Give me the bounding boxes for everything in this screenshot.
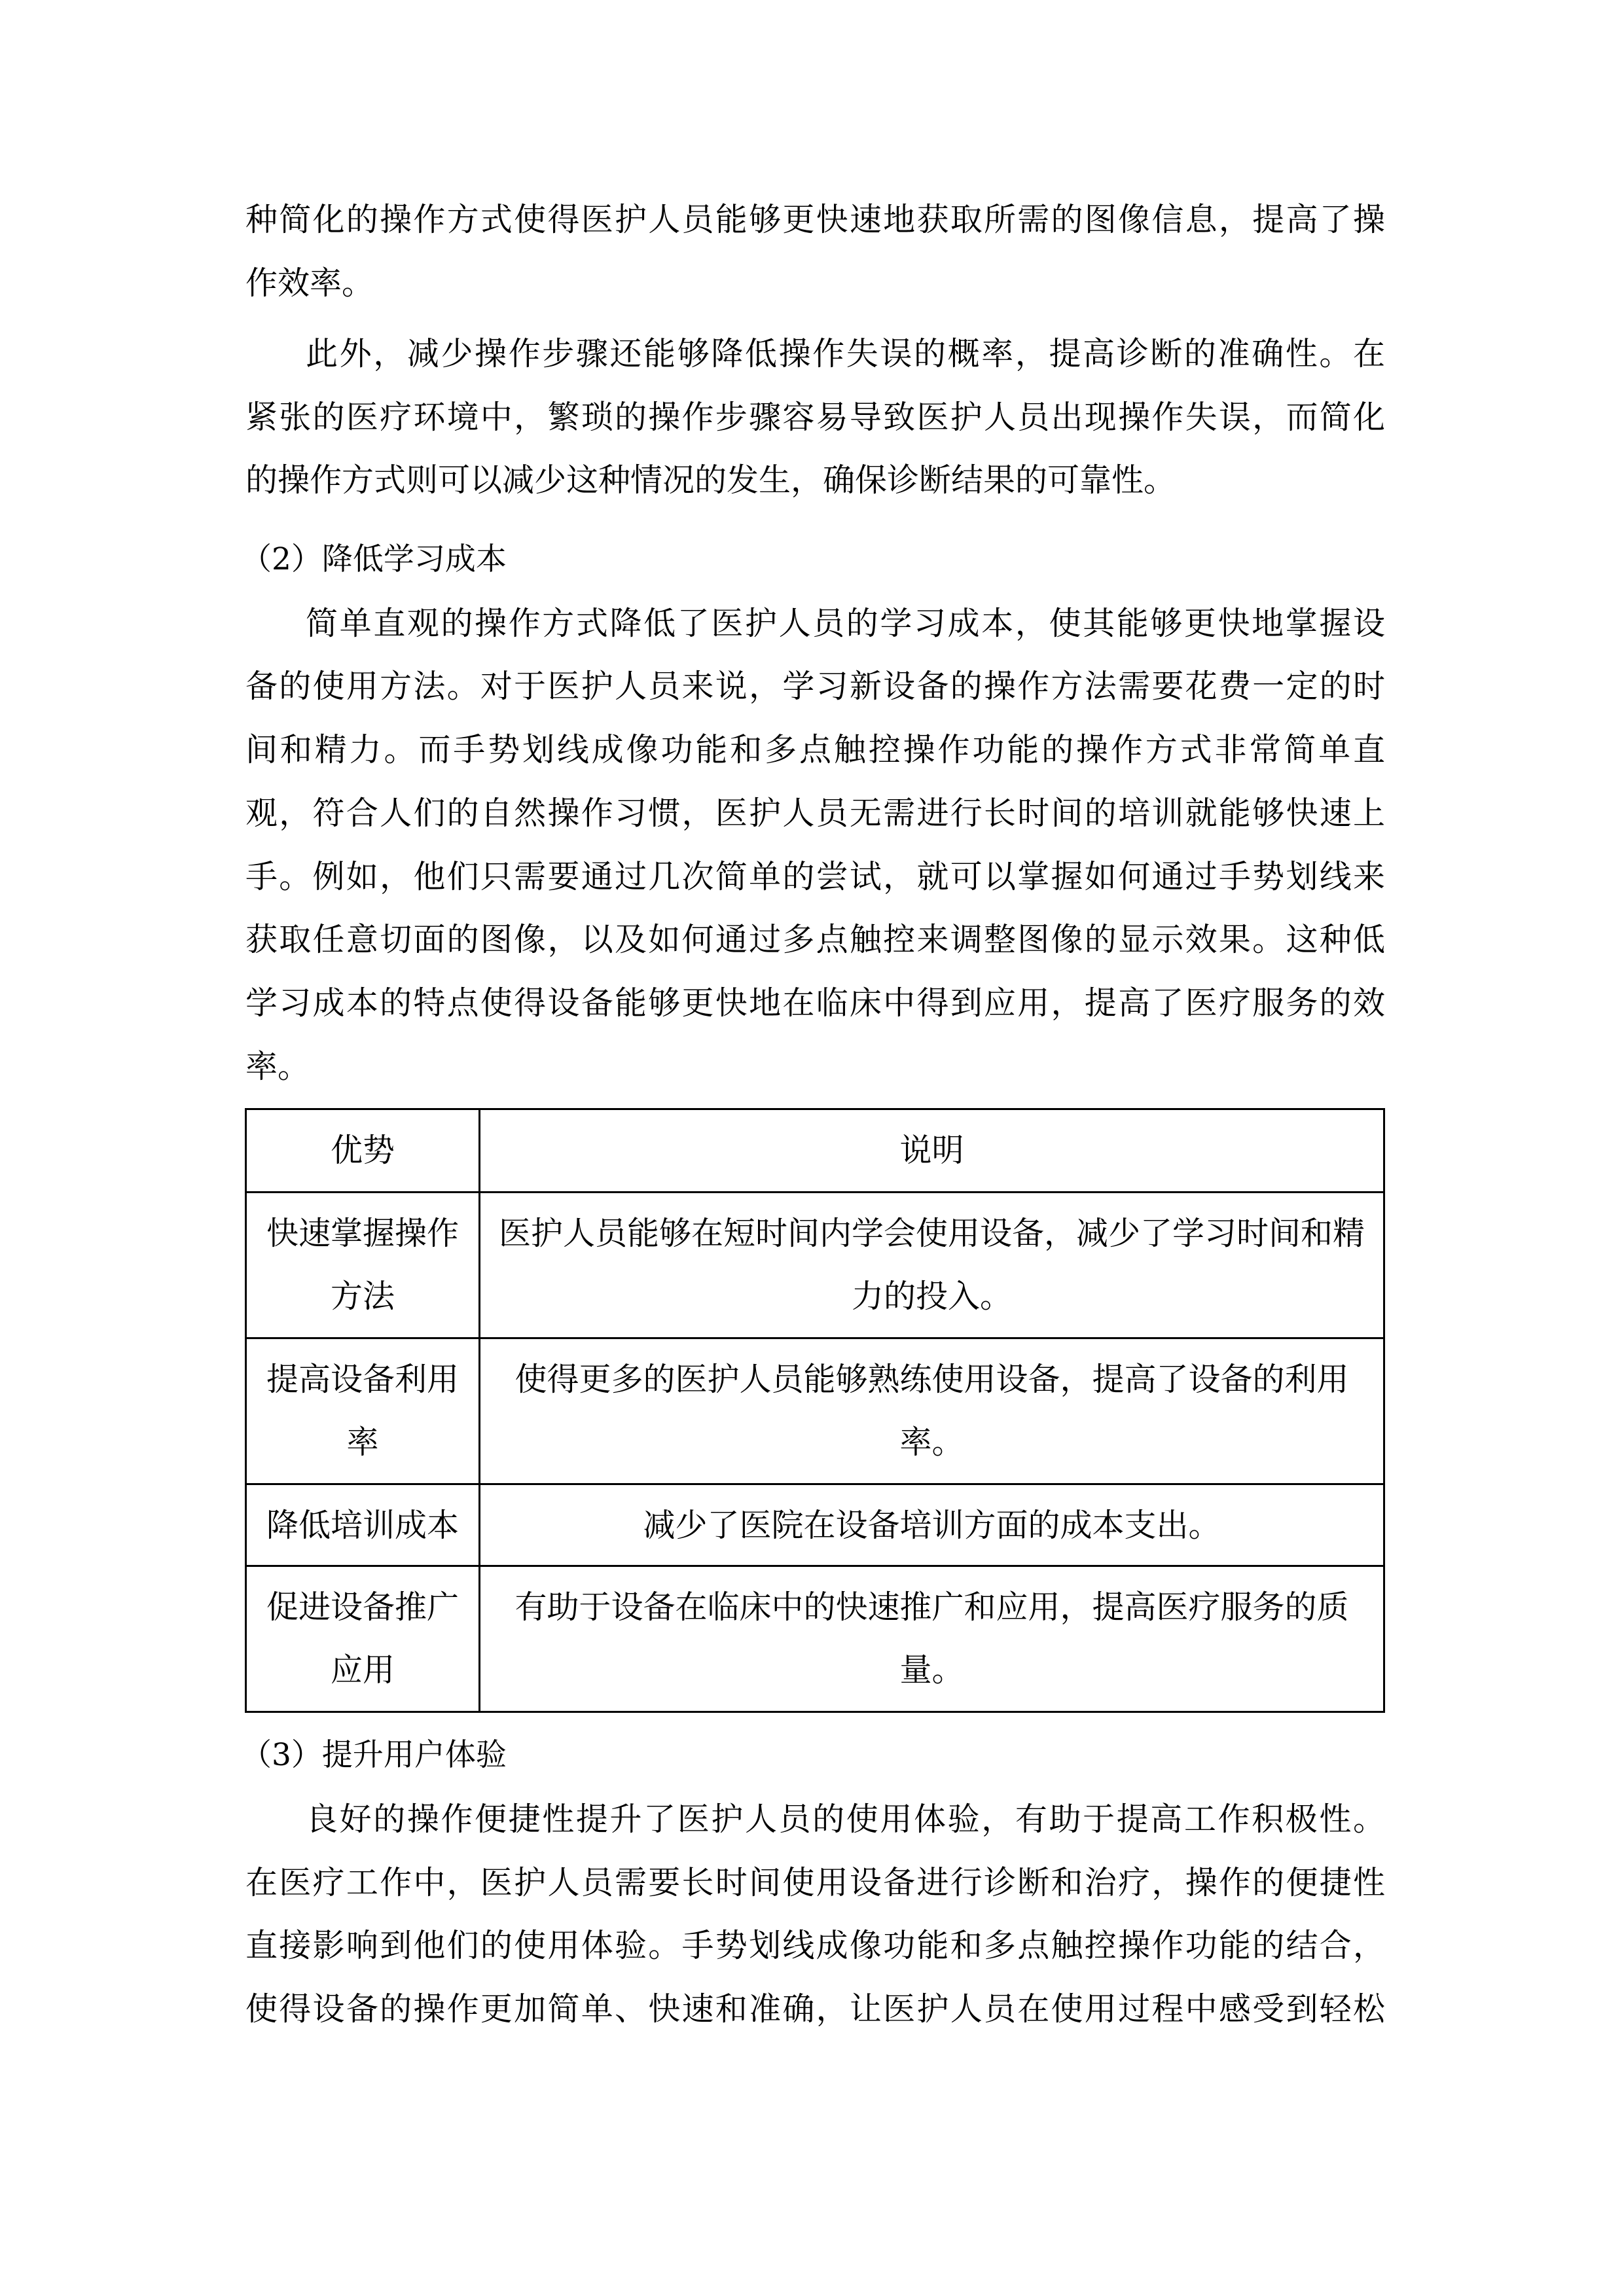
section-3-line-4: 使得设备的操作更加简单、快速和准确，让医护人员在使用过程中感受到轻松: [245, 1990, 1385, 2028]
table-row: [246, 1484, 1384, 1566]
advantage-text: 提高设备利用: [266, 1361, 459, 1398]
section-2-line-2: 备的使用方法。对于医护人员来说，学习新设备的操作方法需要花费一定的时: [245, 668, 1385, 705]
description-text: 使得更多的医护人员能够熟练使用设备，提高了设备的利用: [514, 1361, 1349, 1398]
description-text: 量。: [899, 1651, 964, 1689]
table-row: [246, 1193, 1384, 1338]
table-row: [246, 1566, 1384, 1712]
paragraph-2-line-1: 此外，减少操作步骤还能够降低操作失误的概率，提高诊断的准确性。在: [306, 335, 1385, 372]
paragraph-2-line-2: 紧张的医疗环境中，繁琐的操作步骤容易导致医护人员出现操作失误，而简化: [245, 399, 1385, 436]
section-3-line-3: 直接影响到他们的使用体验。手势划线成像功能和多点触控操作功能的结合，: [245, 1927, 1385, 1964]
header-description: 说明: [480, 1109, 1384, 1193]
description-cell: [480, 1193, 1384, 1338]
advantage-text: 率: [346, 1424, 379, 1461]
advantage-text: 促进设备推广: [266, 1588, 459, 1626]
advantage-text: 降低培训成本: [266, 1507, 459, 1544]
section-2-line-3: 间和精力。而手势划线成像功能和多点触控操作功能的操作方式非常简单直: [245, 731, 1385, 768]
description-text: 减少了医院在设备培训方面的成本支出。: [643, 1507, 1221, 1544]
paragraph-2-line-3: 的操作方式则可以减少这种情况的发生，确保诊断结果的可靠性。: [245, 461, 1176, 499]
advantage-text: 快速掌握操作: [266, 1215, 459, 1252]
advantage-text: 应用: [330, 1651, 395, 1689]
section-3-line-1: 良好的操作便捷性提升了医护人员的使用体验，有助于提高工作积极性。: [306, 1801, 1385, 1838]
section-2-line-4: 观，符合人们的自然操作习惯，医护人员无需进行长时间的培训就能够快速上: [245, 795, 1385, 832]
description-cell: [480, 1484, 1384, 1566]
section-2-line-1: 简单直观的操作方式降低了医护人员的学习成本，使其能够更快地掌握设: [306, 605, 1385, 642]
section-3-line-2: 在医疗工作中，医护人员需要长时间使用设备进行诊断和治疗，操作的便捷性: [245, 1864, 1385, 1901]
table-header-row: [246, 1109, 1384, 1193]
description-cell: [480, 1338, 1384, 1484]
description-text: 有助于设备在临床中的快速推广和应用，提高医疗服务的质: [514, 1588, 1349, 1626]
advantages-table: [245, 1108, 1385, 1713]
section-2-heading: （2）降低学习成本: [241, 541, 507, 577]
description-text: 率。: [899, 1424, 964, 1461]
table-row: [246, 1338, 1384, 1484]
description-text: 医护人员能够在短时间内学会使用设备，减少了学习时间和精: [498, 1215, 1365, 1252]
advantage-cell: [246, 1193, 480, 1338]
advantage-cell: [246, 1484, 480, 1566]
paragraph-1-line-1: 种简化的操作方式使得医护人员能够更快速地获取所需的图像信息，提高了操: [245, 201, 1385, 238]
section-2-line-7: 学习成本的特点使得设备能够更快地在临床中得到应用，提高了医疗服务的效: [245, 984, 1385, 1022]
description-cell: [480, 1566, 1384, 1712]
advantage-cell: [246, 1566, 480, 1712]
description-text: 力的投入。: [851, 1278, 1012, 1315]
section-3-heading: （3）提升用户体验: [241, 1737, 507, 1773]
paragraph-1-line-2: 作效率。: [245, 264, 374, 302]
header-advantage: 优势: [246, 1109, 480, 1193]
section-2-line-5: 手。例如，他们只需要通过几次简单的尝试，就可以掌握如何通过手势划线来: [245, 858, 1385, 895]
advantage-cell: [246, 1338, 480, 1484]
advantage-text: 方法: [330, 1278, 395, 1315]
section-2-line-8: 率。: [245, 1048, 310, 1085]
section-2-line-6: 获取任意切面的图像，以及如何通过多点触控来调整图像的显示效果。这种低: [245, 921, 1385, 958]
